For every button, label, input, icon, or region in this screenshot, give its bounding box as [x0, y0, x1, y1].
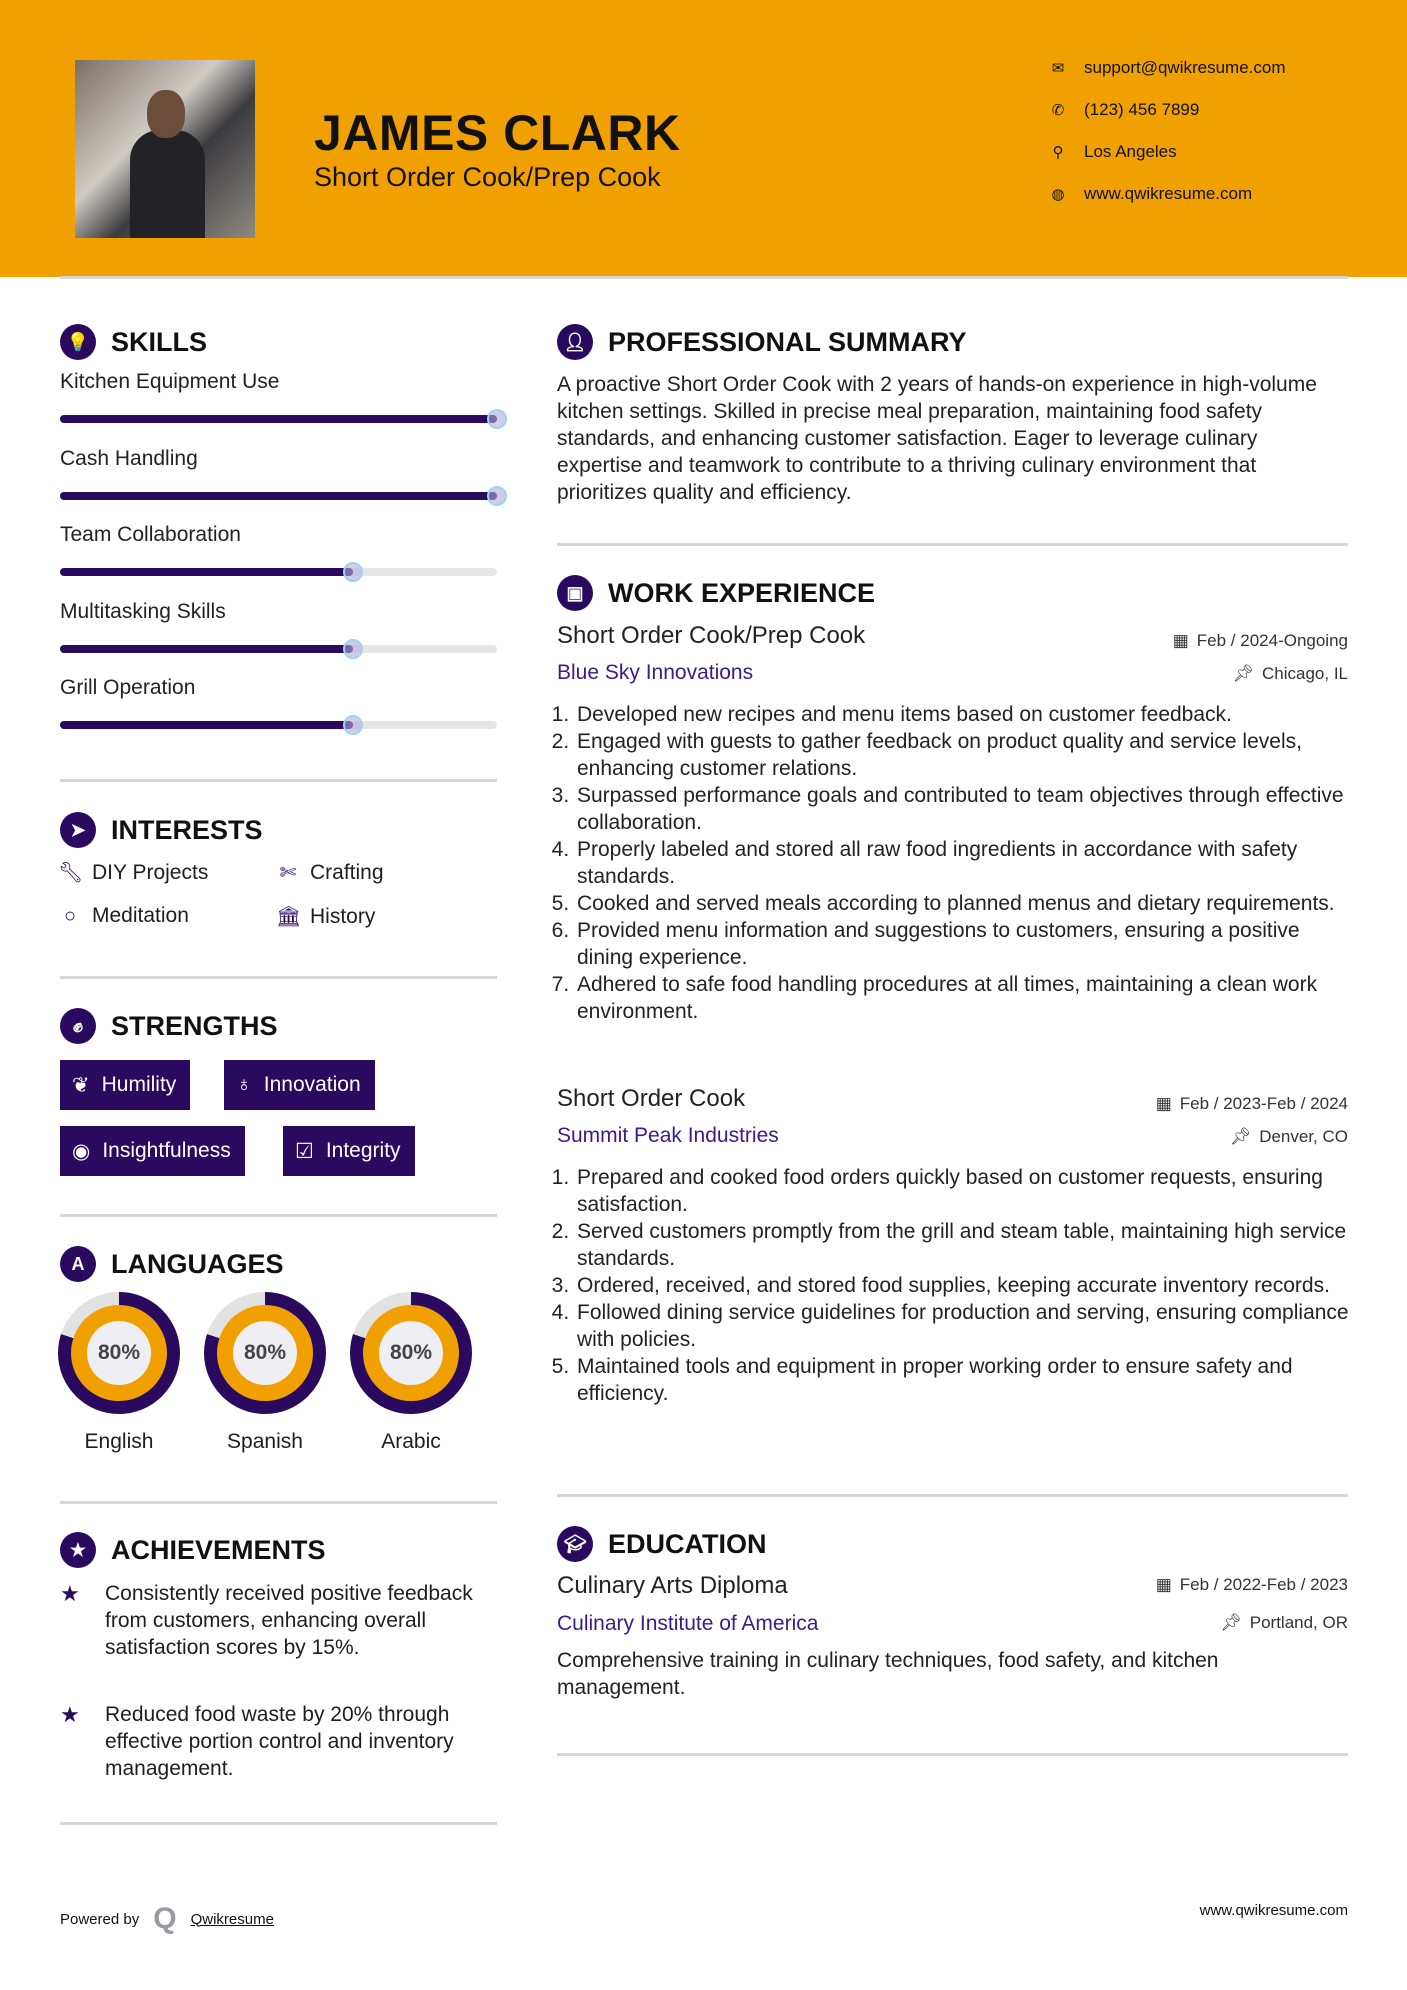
- map-pin-icon: ⚲: [1052, 144, 1064, 161]
- job-bullet: 6. Provided menu information and suggestions to customers, ensuring a positive dining experience.: [575, 917, 1357, 971]
- star-icon: ★: [60, 1581, 80, 1606]
- job-bullet: 1. Prepared and cooked food orders quickly based on customer requests, ensuring satisfaction.: [575, 1164, 1357, 1218]
- skill-bar: [60, 568, 497, 576]
- skill-label: Kitchen Equipment Use: [60, 370, 280, 393]
- divider: [60, 1822, 497, 1825]
- job-location: 📌︎ Chicago, IL: [1232, 664, 1348, 683]
- calendar-icon: ▦: [1172, 631, 1189, 650]
- contact-text: www.qwikresume.com: [1084, 184, 1253, 203]
- language-label: Arabic: [381, 1430, 441, 1453]
- achievement-item: ★ Consistently received positive feedback from customers, enhancing overall satisfaction scores by 15%.: [60, 1581, 473, 1659]
- job-bullet: 1. Developed new recipes and menu items based on customer feedback.: [575, 701, 1357, 728]
- job-dates: ▦ Feb / 2023-Feb / 2024: [1155, 1094, 1348, 1113]
- divider: [557, 543, 1348, 546]
- footer-url[interactable]: www.qwikresume.com: [1199, 1902, 1348, 1919]
- scissors-icon: ✄: [279, 862, 297, 884]
- job-bullets: [557, 701, 1357, 1025]
- contact-website[interactable]: [1050, 184, 1252, 204]
- circle-icon: ○: [63, 904, 77, 927]
- star-badge-icon: ★: [60, 1532, 96, 1568]
- achievement-item: ★ Reduced food waste by 20% through effective portion control and inventory management.: [60, 1702, 454, 1780]
- skill-bar-knob: [487, 409, 507, 429]
- star-icon: ★: [60, 1702, 80, 1727]
- envelope-icon: ✉: [1051, 60, 1065, 77]
- job-bullet: 3. Surpassed performance goals and contributed to team objectives through effective collaboration.: [575, 782, 1357, 836]
- interest-item: ✄ Crafting: [276, 860, 384, 885]
- skill-item: [60, 600, 497, 653]
- language-donut: [350, 1292, 472, 1414]
- contact-location: [1050, 142, 1177, 162]
- achievements-heading: ★ ACHIEVEMENTS: [60, 1532, 326, 1568]
- job-dates: ▦ Feb / 2024-Ongoing: [1172, 631, 1348, 650]
- skill-label: Team Collaboration: [60, 523, 241, 546]
- paper-plane-icon: ➤: [60, 812, 96, 848]
- skill-item: [60, 370, 497, 423]
- calendar-icon: ▦: [1155, 1094, 1172, 1113]
- skill-bar-fill: [60, 568, 353, 576]
- job-company: Summit Peak Industries: [557, 1124, 779, 1147]
- skill-item: [60, 676, 497, 729]
- job-bullet: 7. Adhered to safe food handling procedures at all times, maintaining a clean work environment.: [575, 971, 1357, 1025]
- job-bullet: 2. Engaged with guests to gather feedback on product quality and service levels, enhancing customer relations.: [575, 728, 1357, 782]
- job-bullet: 3. Ordered, received, and stored food supplies, keeping accurate inventory records.: [575, 1272, 1357, 1299]
- strength-tag: ☑ Integrity: [283, 1126, 415, 1176]
- contact-email[interactable]: [1050, 58, 1286, 78]
- skill-bar: [60, 415, 497, 423]
- language-donut: [58, 1292, 180, 1414]
- skill-bar-fill: [60, 645, 353, 653]
- chair-icon: ▣: [557, 575, 593, 611]
- interest-item: 🏛︎ History: [276, 904, 376, 928]
- wrench-icon: 🔧︎: [58, 862, 84, 884]
- edu-dates: ▦ Feb / 2022-Feb / 2023: [1155, 1575, 1348, 1594]
- degree: Culinary Arts Diploma: [557, 1572, 788, 1599]
- skills-heading: 💡 SKILLS: [60, 324, 207, 360]
- divider: [60, 779, 497, 782]
- language-label: English: [84, 1430, 154, 1453]
- divider: [60, 1214, 497, 1217]
- edu-description: Comprehensive training in culinary techniques, food safety, and kitchen management.: [557, 1649, 1219, 1699]
- divider: [557, 1753, 1348, 1756]
- translate-icon: A: [60, 1246, 96, 1282]
- education-heading: 🎓︎ EDUCATION: [557, 1526, 767, 1562]
- eye-icon: ◉: [72, 1139, 91, 1163]
- leaf-icon: ❦: [72, 1073, 90, 1097]
- skill-bar-knob: [343, 562, 363, 582]
- globe-icon: ◍: [1051, 186, 1065, 203]
- strength-tag: ◉ Insightfulness: [60, 1126, 245, 1176]
- divider: [60, 976, 497, 979]
- job-title: Short Order Cook: [557, 1085, 746, 1112]
- interest-item: ○ Meditation: [58, 904, 189, 928]
- skill-bar-knob: [487, 486, 507, 506]
- job-title: Short Order Cook/Prep Cook: [557, 622, 866, 649]
- summary-text: A proactive Short Order Cook with 2 years of hands-on experience in high-volume kitchen settings. Skilled in precise meal preparation, maintaining food safety standards, and enhancing customer satisfaction. Eager to leverage culinary expertise and teamwork to contribute to a thriving culinary environment that prioritizes quality and efficiency.: [557, 373, 1317, 504]
- skill-bar: [60, 721, 497, 729]
- skill-bar-fill: [60, 415, 497, 423]
- pushpin-icon: 📌︎: [1220, 1613, 1242, 1632]
- skill-label: Grill Operation: [60, 676, 196, 699]
- language-donut: [204, 1292, 326, 1414]
- candidate-title: Short Order Cook/Prep Cook: [314, 162, 661, 192]
- skill-item: [60, 447, 497, 500]
- graduate-icon: 🎓︎: [557, 1526, 593, 1562]
- pushpin-icon: 📌︎: [1232, 664, 1254, 683]
- strength-tag: ♁ Innovation: [224, 1060, 375, 1110]
- job-bullet: 5. Cooked and served meals according to planned menus and dietary requirements.: [575, 890, 1357, 917]
- pushpin-icon: 📌︎: [1229, 1127, 1252, 1146]
- qwikresume-link[interactable]: Qwikresume: [190, 1910, 274, 1928]
- skill-bar: [60, 645, 497, 653]
- user-icon: 👤︎: [557, 324, 593, 360]
- skill-label: Cash Handling: [60, 446, 198, 470]
- divider: [60, 1501, 497, 1504]
- job-bullet: 4. Followed dining service guidelines for production and serving, ensuring compliance with policies.: [575, 1299, 1357, 1353]
- candidate-name: JAMES CLARK: [314, 105, 681, 161]
- divider: [557, 1494, 1348, 1497]
- check-square-icon: ☑: [295, 1139, 314, 1163]
- lightbulb-icon: ♁: [236, 1073, 252, 1096]
- footer-powered: [60, 1902, 274, 1936]
- interests-heading: ➤ INTERESTS: [60, 812, 263, 848]
- skill-item: [60, 523, 497, 576]
- fist-icon: ✊︎: [60, 1008, 96, 1044]
- interest-item: 🔧︎ DIY Projects: [58, 860, 209, 884]
- job-bullet: 2. Served customers promptly from the grill and steam table, maintaining high service standards.: [575, 1218, 1357, 1272]
- summary-heading: 👤︎ PROFESSIONAL SUMMARY: [557, 324, 967, 360]
- strength-tag: ❦ Humility: [60, 1060, 190, 1110]
- profile-photo: [75, 60, 255, 238]
- contact-phone: [1050, 100, 1199, 120]
- contact-text: support@qwikresume.com: [1084, 58, 1286, 77]
- language-percent: 80%: [379, 1321, 443, 1385]
- skill-label: Multitasking Skills: [60, 599, 226, 623]
- skill-bar-knob: [343, 639, 363, 659]
- powered-by-text: Powered by: [60, 1910, 140, 1928]
- bank-icon: 🏛︎: [276, 906, 302, 928]
- languages-heading: A LANGUAGES: [60, 1246, 284, 1282]
- calendar-icon: ▦: [1155, 1575, 1172, 1594]
- skill-bar-fill: [60, 721, 353, 729]
- edu-location: 📌︎ Portland, OR: [1220, 1613, 1348, 1632]
- lightbulb-icon: 💡: [60, 324, 96, 360]
- language-percent: 80%: [87, 1321, 151, 1385]
- header-divider: [60, 276, 1348, 279]
- resume-header: [0, 0, 1407, 277]
- contact-text: (123) 456 7899: [1084, 100, 1200, 119]
- school: Culinary Institute of America: [557, 1612, 819, 1635]
- job-bullet: 5. Maintained tools and equipment in proper working order to ensure safety and efficiency.: [575, 1353, 1357, 1407]
- job-bullet: 4. Properly labeled and stored all raw food ingredients in accordance with safety standards.: [575, 836, 1357, 890]
- language-label: Spanish: [227, 1430, 303, 1453]
- qwikresume-logo-icon: Q: [153, 1902, 177, 1935]
- contact-text: Los Angeles: [1084, 142, 1177, 161]
- skill-bar: [60, 492, 497, 500]
- skill-bar-fill: [60, 492, 497, 500]
- skill-bar-knob: [343, 715, 363, 735]
- phone-icon: ✆: [1051, 102, 1065, 119]
- experience-heading: ▣ WORK EXPERIENCE: [557, 575, 875, 611]
- job-company: Blue Sky Innovations: [557, 661, 754, 684]
- language-percent: 80%: [233, 1321, 297, 1385]
- strengths-heading: ✊︎ STRENGTHS: [60, 1008, 278, 1044]
- job-bullets: [557, 1164, 1357, 1407]
- job-location: 📌︎ Denver, CO: [1229, 1127, 1348, 1146]
